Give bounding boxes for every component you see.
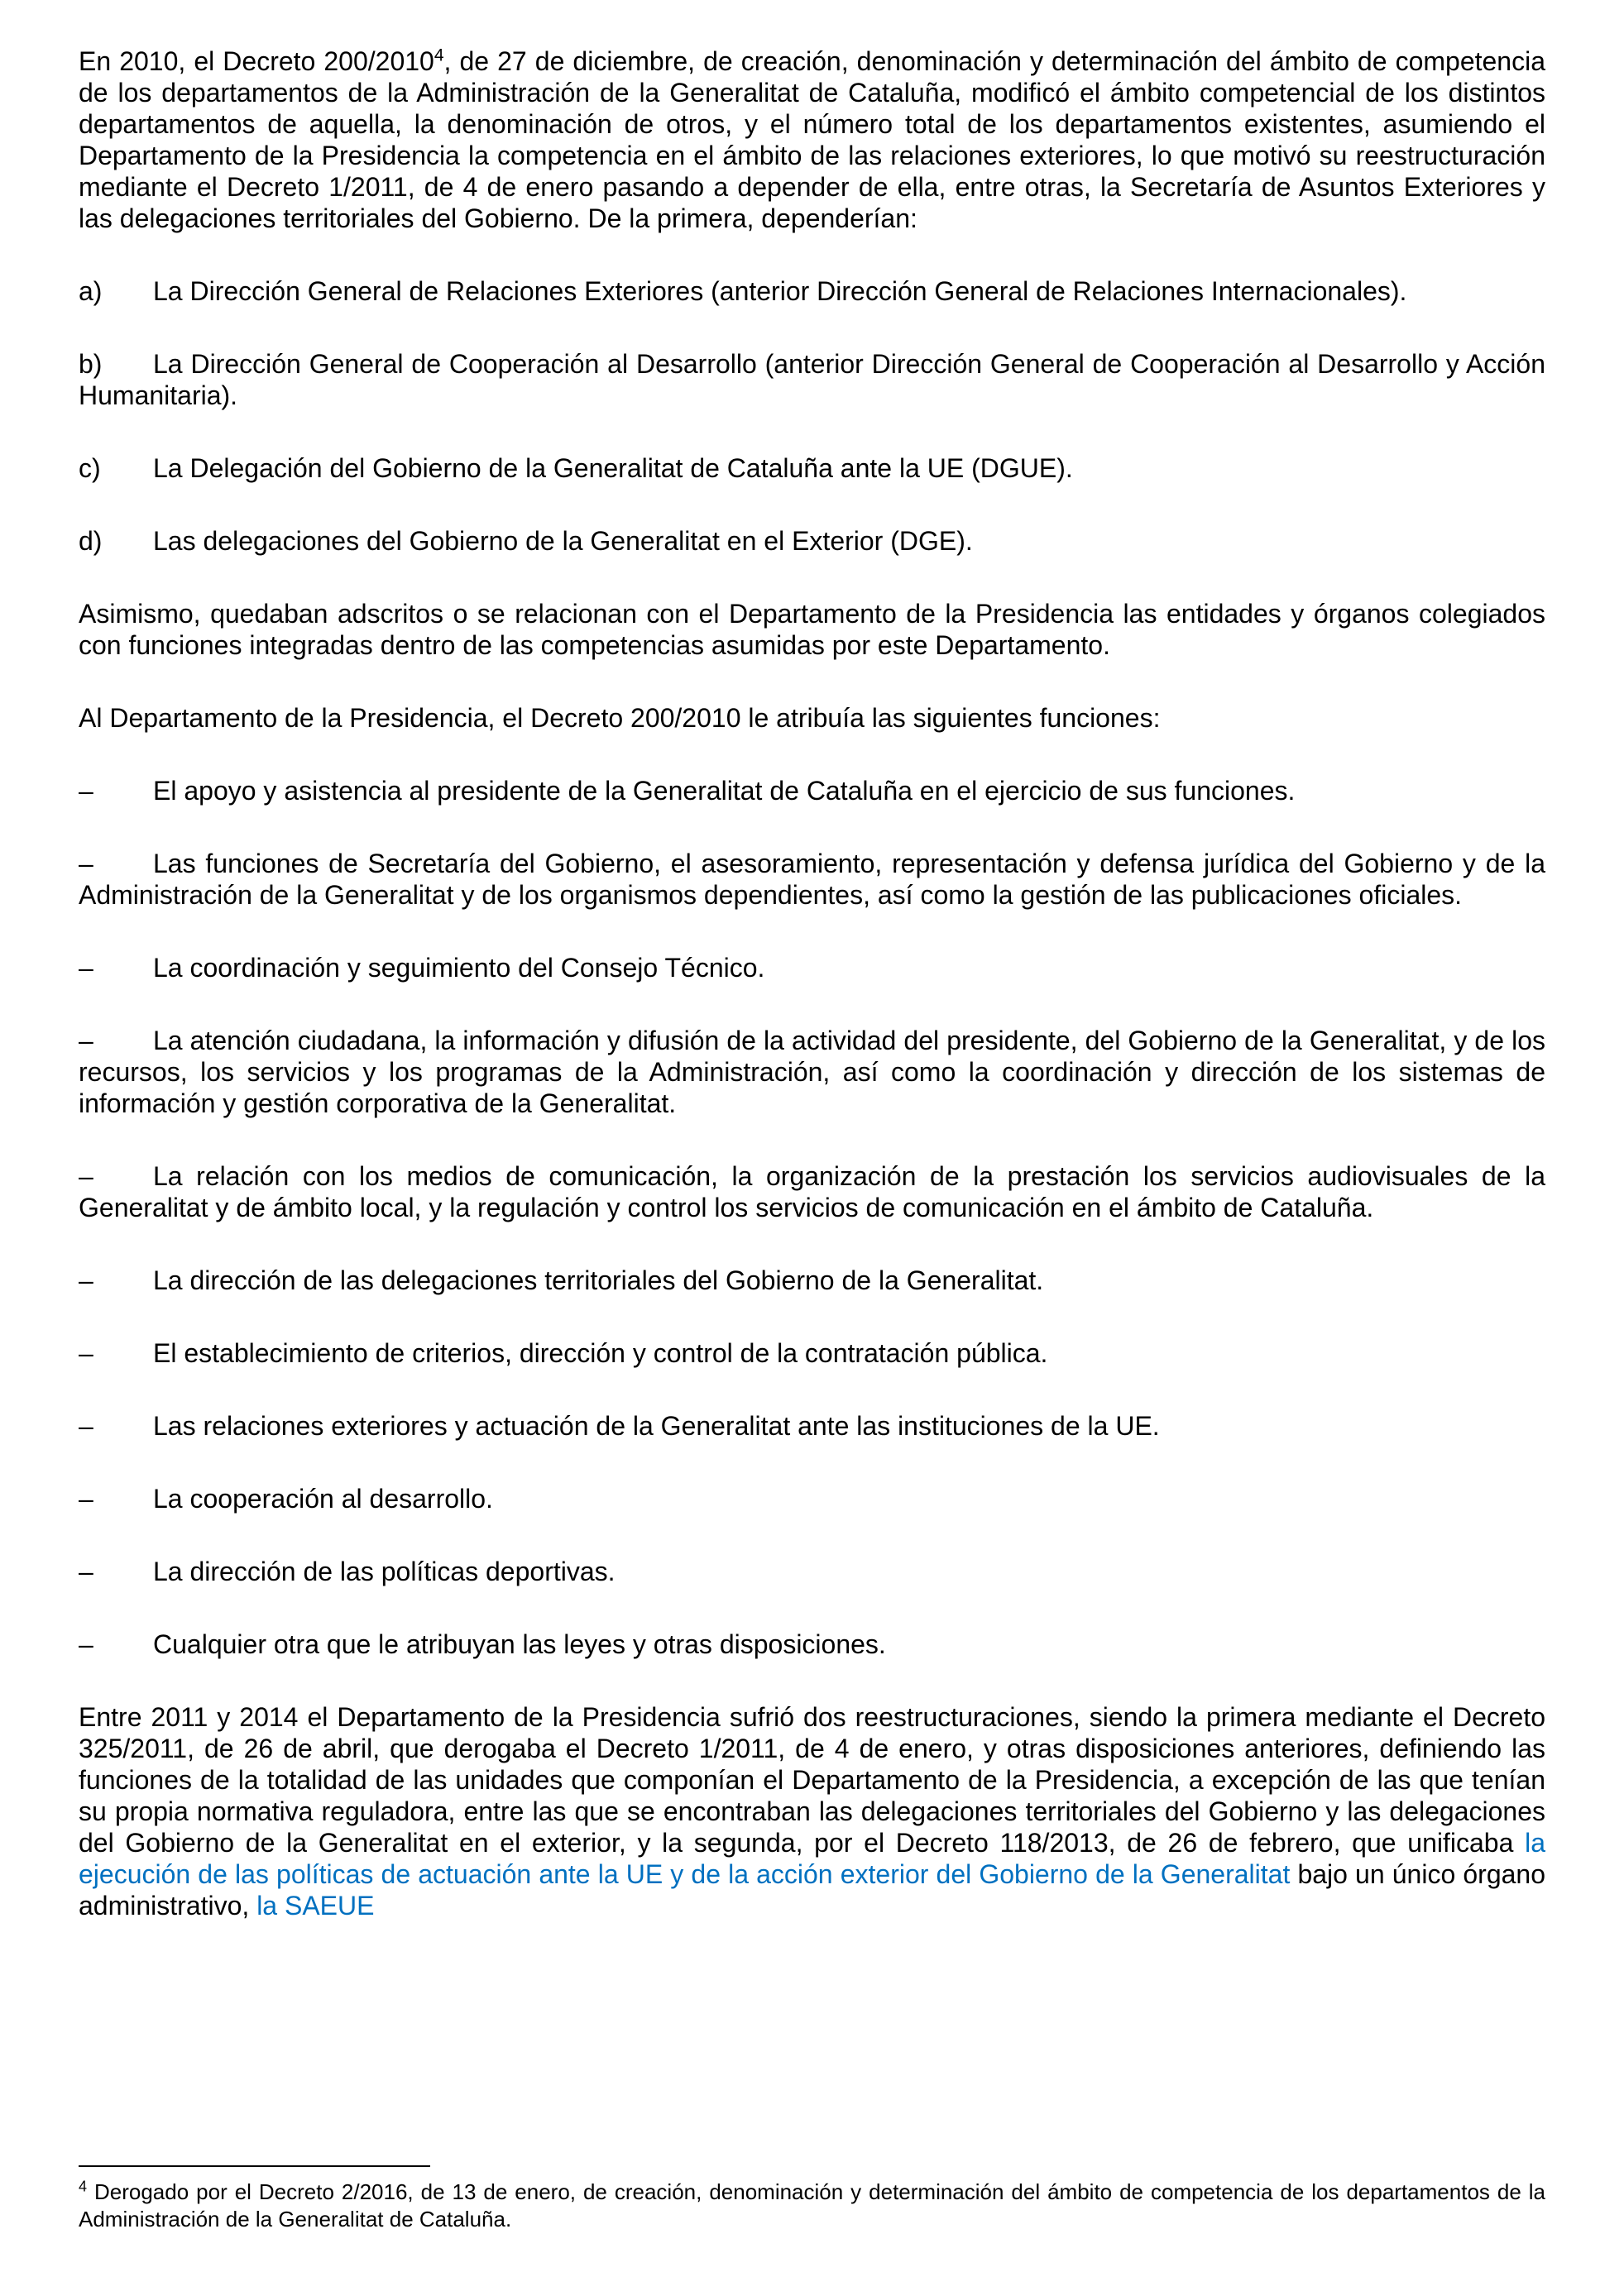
dash-marker: –	[79, 1338, 93, 1368]
item-text: El apoyo y asistencia al presidente de la Generalitat de Cataluña en el ejercicio de sus funciones.	[153, 776, 1296, 806]
item-text: Las funciones de Secretaría del Gobierno, el asesoramiento, representación y defensa jurídica del Gobierno y de la Administración de la Generalitat y de los organismos dependientes, así como la gestión de las publicaciones oficiales.	[79, 849, 1545, 910]
dash-marker: –	[79, 1557, 93, 1586]
paragraph-intro	[79, 45, 1545, 234]
paragraph-funciones-intro: Al Departamento de la Presidencia, el Decreto 200/2010 le atribuía las siguientes funciones:	[79, 703, 1161, 733]
paragraph-closing	[79, 1701, 1545, 1921]
item-label: a)	[79, 276, 103, 306]
item-text: El establecimiento de criterios, dirección y control de la contratación pública.	[153, 1338, 1048, 1368]
paragraph-adscritos: Asimismo, quedaban adscritos o se relacionan con el Departamento de la Presidencia las entidades y órganos colegiados con funciones integradas dentro de las competencias asumidas por este Departamento.	[79, 599, 1545, 660]
item-label: c)	[79, 453, 101, 483]
dash-marker: –	[79, 1265, 93, 1295]
item-text: La Delegación del Gobierno de la Generalitat de Cataluña ante la UE (DGUE).	[153, 453, 1073, 483]
item-text: Las delegaciones del Gobierno de la Generalitat en el Exterior (DGE).	[153, 526, 973, 556]
dash-item	[79, 1556, 1545, 1587]
item-text: La dirección de las delegaciones territoriales del Gobierno de la Generalitat.	[153, 1265, 1044, 1295]
dash-marker: –	[79, 1484, 93, 1514]
footnote-reference-4: 4	[434, 45, 444, 65]
closing-text-highlighted: la ejecución de las políticas de actuación ante la UE y de la acción exterior del Gobierno de la Generalitat	[79, 1828, 1545, 1889]
lettered-item-a	[79, 275, 1545, 307]
lettered-item-c	[79, 452, 1545, 484]
dash-marker: –	[79, 1026, 93, 1055]
item-text: La dirección de las políticas deportivas.	[153, 1557, 616, 1586]
item-text: Las relaciones exteriores y actuación de la Generalitat ante las instituciones de la UE.	[153, 1411, 1160, 1441]
intro-text-before-ref: En 2010, el Decreto 200/2010	[79, 46, 434, 76]
footnote-4	[79, 2179, 1545, 2233]
item-text: La atención ciudadana, la información y difusión de la actividad del presidente, del Gobierno de la Generalitat, y de los recursos, los servicios y los programas de la Administración, así como la coordinación y dirección de los sistemas de información y gestión corporativa de la Generalitat.	[79, 1026, 1545, 1118]
dash-item	[79, 952, 1545, 983]
dash-item	[79, 1265, 1545, 1296]
dash-item	[79, 1337, 1545, 1369]
item-label: b)	[79, 349, 103, 379]
dash-marker: –	[79, 1411, 93, 1441]
item-text: La cooperación al desarrollo.	[153, 1484, 493, 1514]
dash-marker: –	[79, 953, 93, 983]
intro-text-after-ref: , de 27 de diciembre, de creación, denominación y determinación del ámbito de competencia de los departamentos de la Administración de la Generalitat de Cataluña, modificó el ámbito competencial de los distintos departamentos de aquella, la denominación de otros, y el número total de los departamentos existentes, asumiendo el Departamento de la Presidencia la competencia en el ámbito de las relaciones exteriores, lo que motivó su reestructuración mediante el Decreto 1/2011, de 4 de enero pasando a depender de ella, entre otras, la Secretaría de Asuntos Exteriores y las delegaciones territoriales del Gobierno. De la primera, dependerían:	[79, 46, 1546, 233]
dash-item	[79, 1629, 1545, 1660]
closing-text: bajo un único órgano administrativo,	[79, 1859, 1546, 1921]
footnote-number: 4	[79, 2178, 88, 2195]
item-label: d)	[79, 526, 103, 556]
dash-marker: –	[79, 849, 93, 878]
lettered-item-b	[79, 348, 1545, 411]
footnote-text: Derogado por el Decreto 2/2016, de 13 de enero, de creación, denominación y determinación del ámbito de competencia de los departamentos de la Administración de la Generalitat de Cataluña.	[79, 2179, 1545, 2231]
dash-item	[79, 1410, 1545, 1442]
item-text: La Dirección General de Relaciones Exteriores (anterior Dirección General de Relaciones Internacionales).	[153, 276, 1407, 306]
dash-item	[79, 848, 1545, 911]
dash-marker: –	[79, 1629, 93, 1659]
dash-item	[79, 775, 1545, 806]
closing-text-highlighted: la SAEUE	[256, 1891, 375, 1921]
dash-item	[79, 1025, 1545, 1119]
item-text: La coordinación y seguimiento del Consejo Técnico.	[153, 953, 765, 983]
dash-marker: –	[79, 1161, 93, 1191]
dash-marker: –	[79, 776, 93, 806]
footnote-area	[79, 2165, 1545, 2233]
item-text: La relación con los medios de comunicación, la organización de la prestación los servicios audiovisuales de la Generalitat y de ámbito local, y la regulación y control los servicios de comunicación en el ámbito de Cataluña.	[79, 1161, 1545, 1222]
dash-item	[79, 1160, 1545, 1223]
closing-text: Entre 2011 y 2014 el Departamento de la Presidencia sufrió dos reestructuraciones, siendo la primera mediante el Decreto 325/2011, de 26 de abril, que derogaba el Decreto 1/2011, de 4 de enero, y otras disposiciones anteriores, definiendo las funciones de la totalidad de las unidades que componían el Departamento de la Presidencia, a excepción de las que tenían su propia normativa reguladora, entre las que se encontraban las delegaciones territoriales del Gobierno y las delegaciones del Gobierno de la Generalitat en el exterior, y la segunda, por el Decreto 118/2013, de 26 de febrero, que unificaba	[79, 1702, 1545, 1858]
item-text: La Dirección General de Cooperación al Desarrollo (anterior Dirección General de Cooperación al Desarrollo y Acción Humanitaria).	[79, 349, 1545, 410]
footnote-separator-rule	[79, 2165, 430, 2167]
dash-item	[79, 1483, 1545, 1514]
document-body	[79, 45, 1545, 1963]
item-text: Cualquier otra que le atribuyan las leyes y otras disposiciones.	[153, 1629, 886, 1659]
lettered-item-d	[79, 525, 1545, 557]
